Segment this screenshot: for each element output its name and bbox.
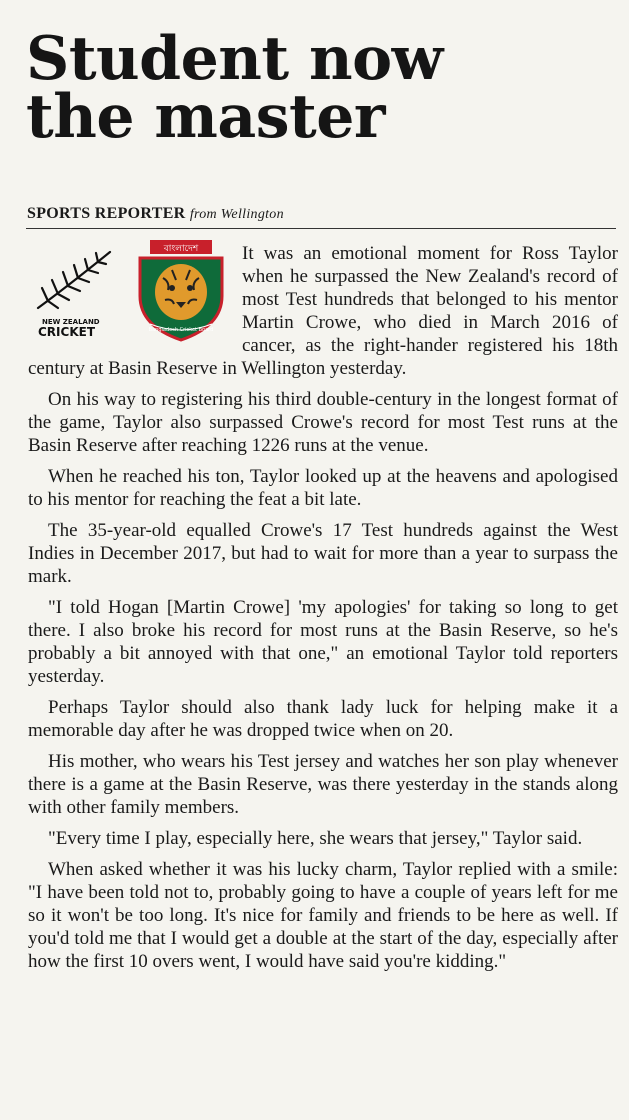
svg-text:Bangladesh Cricket Board: Bangladesh Cricket Board [148, 327, 214, 333]
byline [27, 205, 627, 223]
article-paragraph: It was an emotional moment for Ross Taylor when he surpassed the New Zealand's record of most Test hundreds that belonged to his mentor Martin Crowe, who died in March 2016 of cancer, as the right-hander registered his 18th century at Basin Reserve in Wellington yesterday. [28, 243, 618, 379]
article-paragraph: On his way to registering his third double-century in the longest format of the game, Taylor also surpassed Crowe's record for most Test runs at the Basin Reserve after reaching 1226 runs at the venue. [28, 389, 618, 456]
article-paragraph: The 35-year-old equalled Crowe's 17 Test hundreds against the West Indies in December 2017, but had to wait for more than a year to surpass the mark. [28, 520, 618, 587]
headline-line-2: the master [26, 82, 386, 152]
logo-spacer [28, 242, 242, 344]
byline-author: SPORTS REPORTER [27, 205, 186, 222]
headline [26, 24, 616, 152]
article-paragraph: "I told Hogan [Martin Crowe] 'my apologies' for taking so long to get there. I also broke his record for most runs at the Basin Reserve, so he's probably a bit annoyed with that one," an emotional Taylor told reporters yesterday. [28, 597, 618, 687]
byline-location: from Wellington [189, 207, 284, 222]
svg-text:বাংলাদেশ: বাংলাদেশ [163, 244, 199, 254]
article-paragraph: Perhaps Taylor should also thank lady luck for helping make it a memorable day after he was dropped twice when on 20. [28, 697, 618, 741]
article-body [28, 242, 618, 981]
article-paragraph: When he reached his ton, Taylor looked up at the heavens and apologised to his mentor for reaching the feat a bit late. [28, 466, 618, 510]
svg-text:CRICKET: CRICKET [38, 325, 95, 338]
headline-line-1: Student now [26, 24, 443, 94]
svg-text:NEW ZEALAND: NEW ZEALAND [42, 318, 100, 326]
article-paragraph: When asked whether it was his lucky charm, Taylor replied with a smile: "I have been told not to, probably going to have a couple of years left for me so it won't be too long. It's nice for family and friends to be here as well. If you'd told me that I would get a double at the start of the day, especially after how the first 10 overs went, I would have said you're kidding." [28, 859, 618, 972]
article-paragraph: "Every time I play, especially here, she wears that jersey," Taylor said. [48, 828, 583, 849]
article-paragraph: His mother, who wears his Test jersey and watches her son play whenever there is a game at the Basin Reserve, was there yesterday in the stands along with other family members. [28, 751, 618, 818]
byline-divider [26, 228, 616, 229]
